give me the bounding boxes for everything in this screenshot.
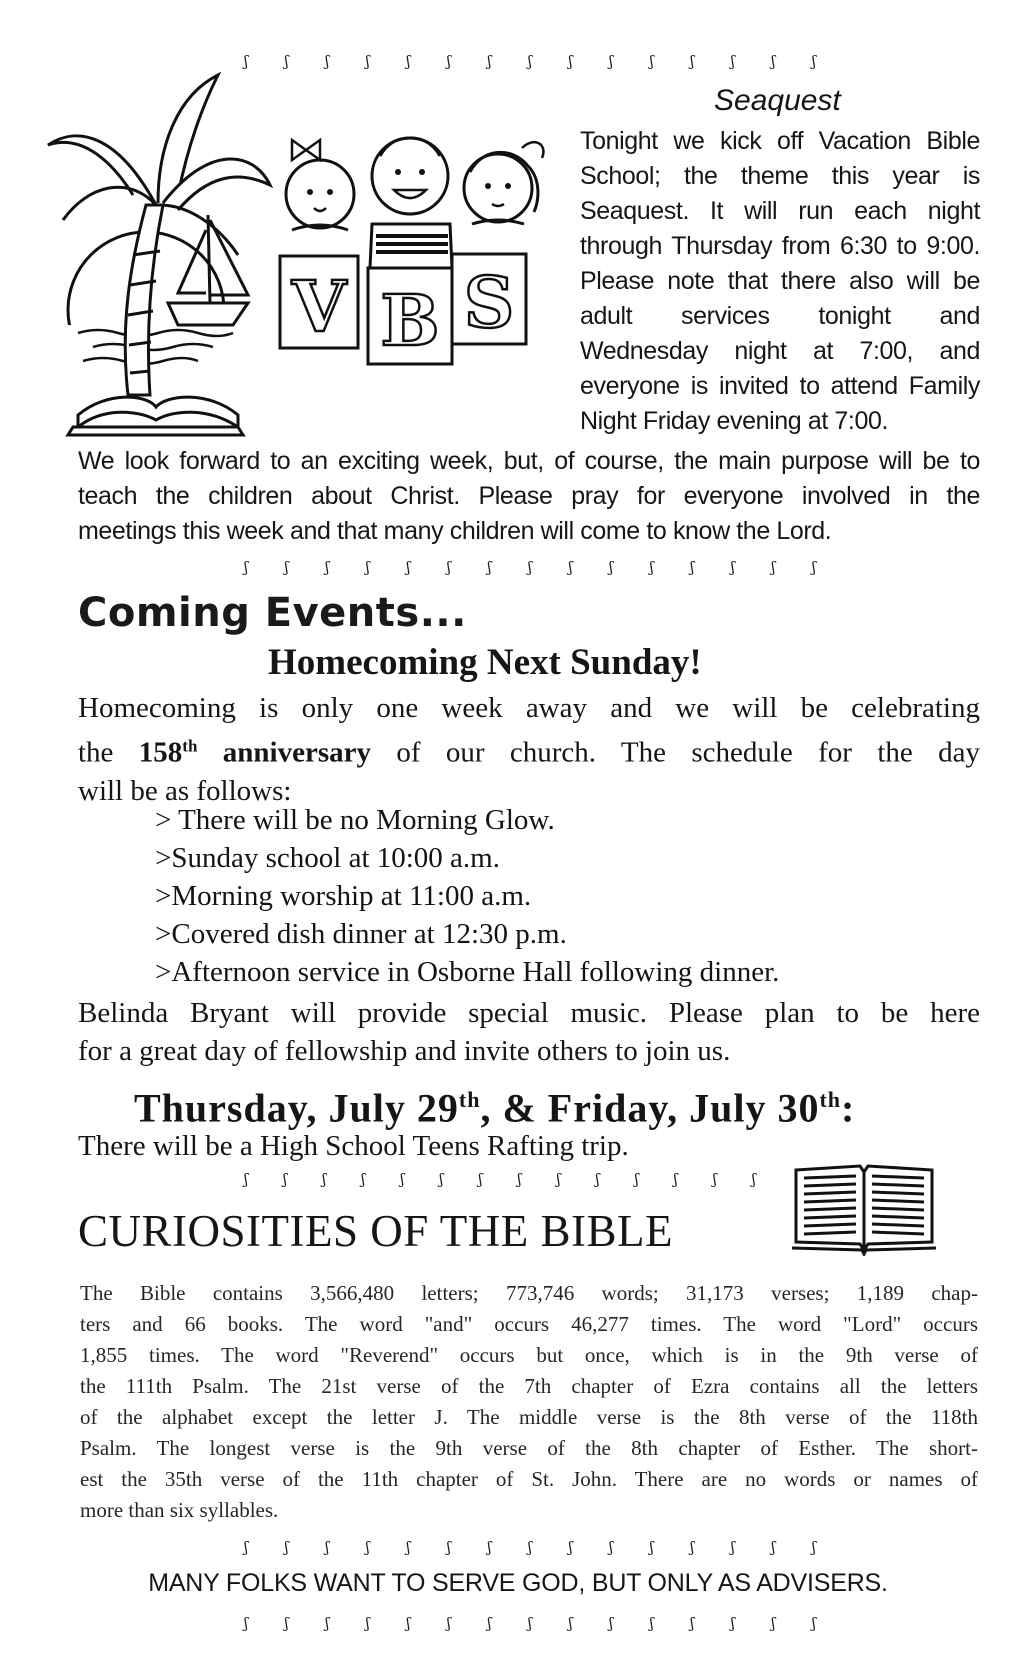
vbs-body [78,444,980,549]
anniversary-number: 158 [138,736,183,769]
curiosities-line: the 111th Psalm. The 21st verse of the 7th chapter of Ezra contains all the letters [80,1374,978,1398]
curiosities-line: ters and 66 books. The word "and" occurs 46,277 times. The word "Lord" occurs [80,1312,978,1336]
curiosities-line: Psalm. The longest verse is the 9th verse of the 8th chapter of Esther. The short- [80,1436,978,1460]
vbs-letter-b: B [380,279,440,362]
schedule-item: > There will be no Morning Glow. [155,804,555,836]
vbs-intro-line: Please note that there also will be [580,267,980,295]
curiosities-paragraph [80,1278,978,1526]
vbs-body-line: meetings this week and that many children will come to know the Lord. [78,517,832,545]
open-book-icon [790,1160,938,1256]
vbs-intro-line: Seaquest. It will run each night [580,197,980,225]
coming-events-heading: Coming Events... [78,590,467,636]
curiosities-line: of the alphabet except the letter J. The middle verse is the 8th verse of the 118th [80,1405,978,1429]
curiosities-line: more than six syllables. [80,1498,279,1522]
anniversary-word: anniversary [197,736,371,769]
divider: ʃ ʃ ʃ ʃ ʃ ʃ ʃ ʃ ʃ ʃ ʃ ʃ ʃ ʃ [243,1170,756,1188]
vbs-letter-s: S [463,261,515,344]
divider: ʃ ʃ ʃ ʃ ʃ ʃ ʃ ʃ ʃ ʃ ʃ ʃ ʃ ʃ ʃ [243,1538,816,1556]
schedule-item: >Covered dish dinner at 12:30 p.m. [155,918,567,950]
closing-quote: MANY FOLKS WANT TO SERVE GOD, BUT ONLY AS ADVISERS. [148,1569,888,1597]
bottom-divider: ʃ ʃ ʃ ʃ ʃ ʃ ʃ ʃ ʃ ʃ ʃ ʃ ʃ ʃ ʃ [243,1614,816,1632]
divider: ʃ ʃ ʃ ʃ ʃ ʃ ʃ ʃ ʃ ʃ ʃ ʃ ʃ ʃ ʃ [243,558,816,576]
homecoming-line: Homecoming is only one week away and we will be celebrating [78,692,980,724]
vbs-intro-line: School; the theme this year is [580,162,980,190]
vbs-kids-illustration [272,128,554,378]
curiosities-line: 1,855 times. The word "Reverend" occurs but once, which is in the 9th verse of [80,1343,978,1367]
curiosities-heading: CURIOSITIES OF THE BIBLE [78,1206,673,1256]
schedule-item: >Afternoon service in Osborne Hall following dinner. [155,956,780,988]
closing-line: Belinda Bryant will provide special music. Please plan to be here [78,997,980,1029]
curiosities-line: The Bible contains 3,566,480 letters; 773,746 words; 31,173 verses; 1,189 chap- [80,1281,978,1305]
schedule-item: >Sunday school at 10:00 a.m. [155,842,500,874]
vbs-intro-line: Tonight we kick off Vacation Bible [580,127,980,155]
homecoming-closing [78,994,980,1070]
top-divider: ʃ ʃ ʃ ʃ ʃ ʃ ʃ ʃ ʃ ʃ ʃ ʃ ʃ ʃ ʃ [243,52,816,70]
palm-tree-illustration [38,55,273,440]
vbs-title: Seaquest [714,84,841,117]
vbs-intro-line: everyone is invited to attend Family [580,372,980,400]
homecoming-line: will be as follows: [78,774,292,807]
vbs-intro [580,124,980,439]
vbs-body-line: We look forward to an exciting week, but, of course, the main purpose will be to [78,447,980,475]
vbs-body-line: teach the children about Christ. Please pray for everyone involved in the [78,482,980,510]
vbs-intro-line: adult services tonight and [580,302,980,330]
vbs-letter-v: V [291,265,347,348]
rafting-heading: Thursday, July 29th, & Friday, July 30th: [134,1085,856,1131]
homecoming-paragraph [78,689,980,810]
vbs-intro-line: Night Friday evening at 7:00. [580,407,889,435]
closing-line: for a great day of fellowship and invite others to join us. [78,1035,731,1067]
rafting-text: There will be a High School Teens Rafting trip. [78,1130,629,1162]
schedule-item: >Morning worship at 11:00 a.m. [155,880,532,912]
homecoming-line: the 158th anniversary of our church. The schedule for the day [78,736,980,769]
vbs-intro-line: through Thursday from 6:30 to 9:00. [580,232,980,260]
vbs-intro-line: Wednesday night at 7:00, and [580,337,980,365]
homecoming-heading: Homecoming Next Sunday! [268,642,702,683]
curiosities-line: est the 35th verse of the 11th chapter of St. John. There are no words or names of [80,1467,978,1491]
